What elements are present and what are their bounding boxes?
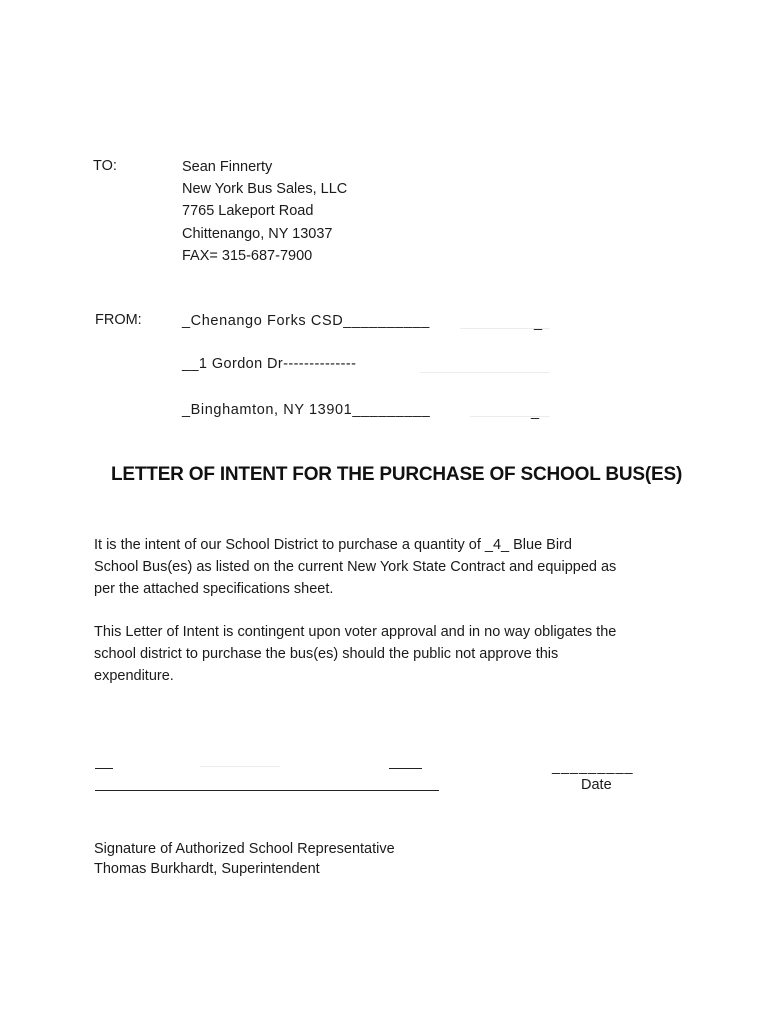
intent-paragraph [94,534,616,600]
paragraph-line: This Letter of Intent is contingent upon voter approval and in no way obligates the [94,624,617,640]
to-label: TO: [93,158,117,174]
sender-street: __1 Gordon Dr-------------- [182,356,357,372]
paragraph-line: per the attached specifications sheet. [94,581,334,597]
signature-caption: Signature of Authorized School Representative [94,841,395,857]
recipient-street: 7765 Lakeport Road [182,203,314,219]
date-blank: _________ [552,759,634,775]
signatory-name: Thomas Burkhardt, Superintendent [94,861,320,877]
signature-line-stub [95,768,113,769]
scan-artifact [200,766,280,767]
scan-artifact [470,416,550,417]
sender-district: _Chenango Forks CSD__________ [182,313,430,329]
paragraph-line: expenditure. [94,668,174,684]
paragraph-line: It is the intent of our School District to purchase a quantity of _4_ Blue Bird [94,537,572,553]
recipient-city: Chittenango, NY 13037 [182,226,333,242]
scan-artifact [460,328,550,329]
signature-line-stub [389,768,422,769]
contingency-paragraph [94,621,616,687]
paragraph-line: School Bus(es) as listed on the current New York State Contract and equipped as [94,559,617,575]
recipient-name: Sean Finnerty [182,159,273,175]
signature-line [95,790,439,791]
recipient-company: New York Bus Sales, LLC [182,181,348,197]
from-label: FROM: [95,312,142,328]
paragraph-line: school district to purchase the bus(es) should the public not approve this [94,646,559,662]
scan-artifact [420,372,550,373]
sender-city: _Binghamton, NY 13901_________ [182,402,431,418]
letter-title: LETTER OF INTENT FOR THE PURCHASE OF SCHOOL BUS(ES) [111,464,683,485]
date-label: Date [581,777,612,793]
sender-district-tail-mark: _ [534,315,543,331]
recipient-fax: FAX= 315-687-7900 [182,248,313,264]
sender-city-tail-mark: _ [531,404,540,420]
